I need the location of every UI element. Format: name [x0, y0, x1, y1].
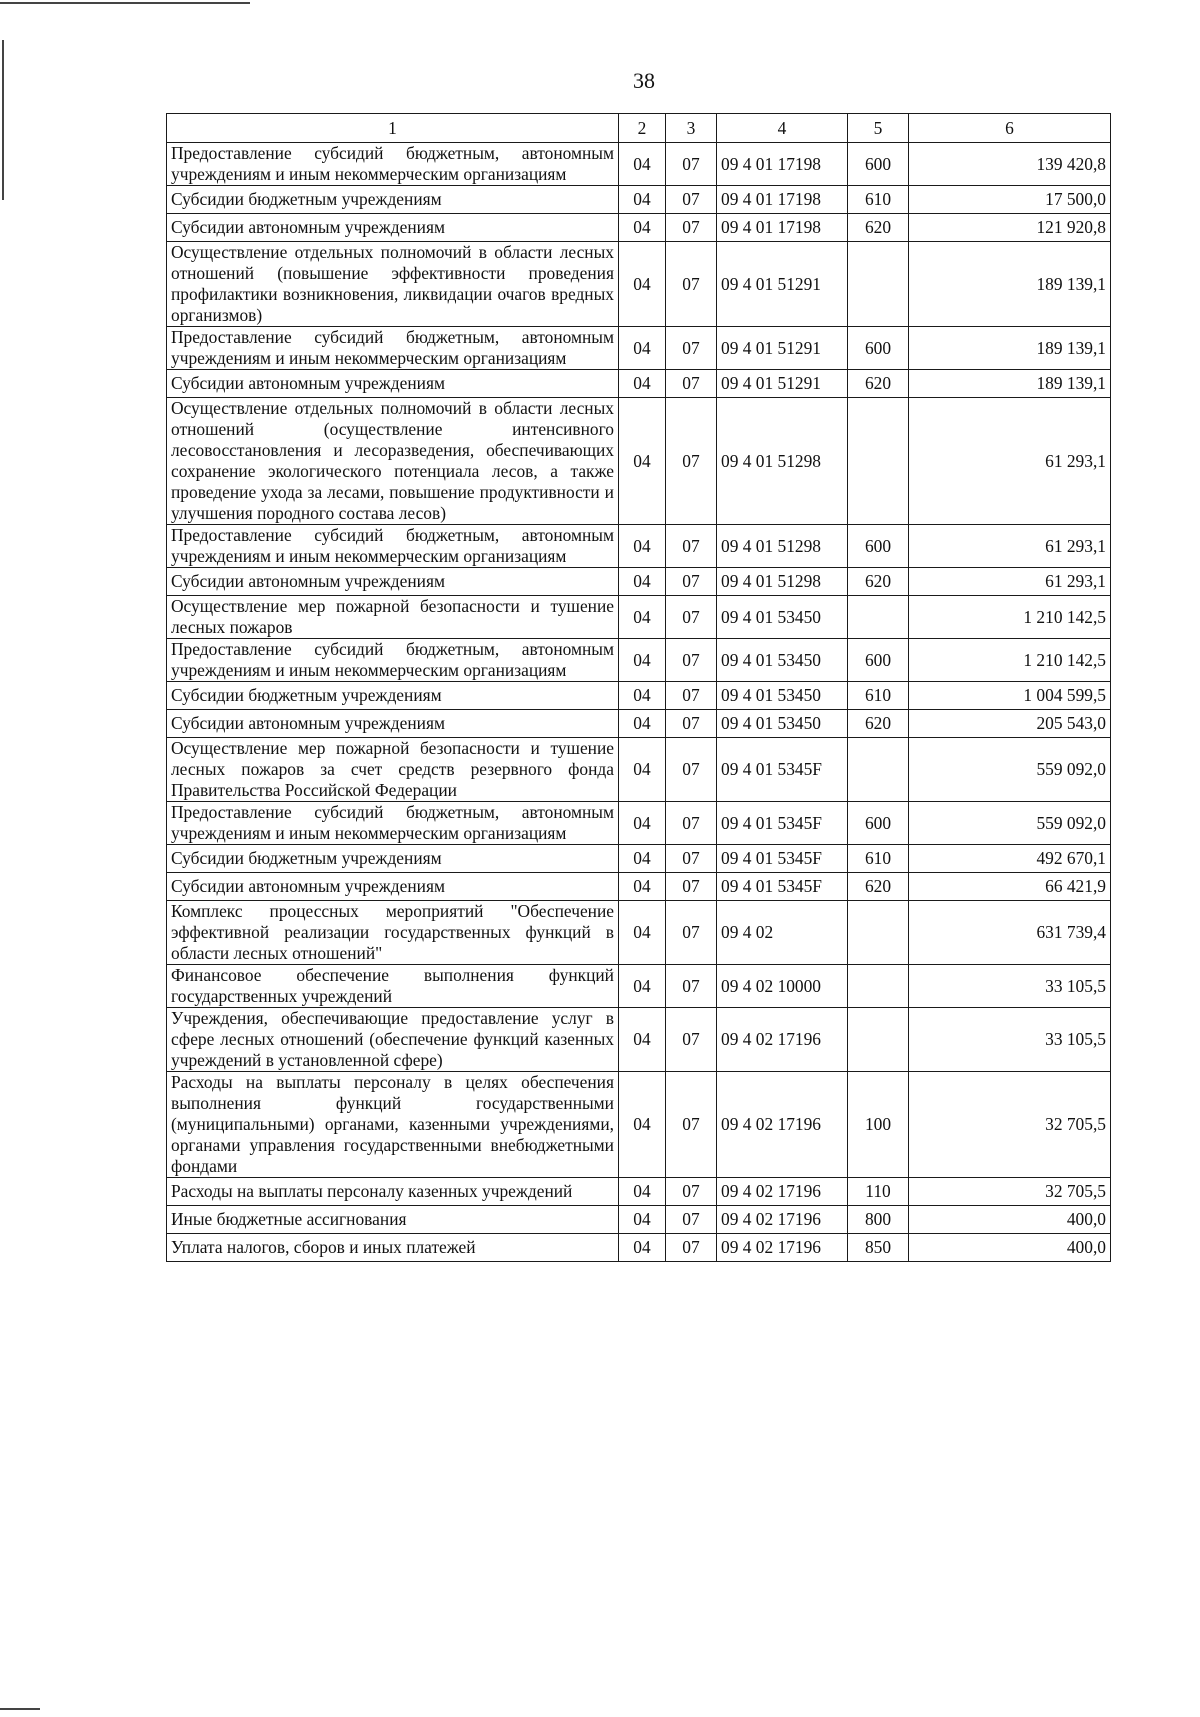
cell-name: Предоставление субсидий бюджетным, автономным учреждениям и иным некоммерческим организациям	[167, 802, 619, 845]
budget-table	[166, 113, 1111, 1262]
cell-amount: 61 293,1	[909, 568, 1111, 596]
cell-name: Осуществление отдельных полномочий в области лесных отношений (осуществление интенсивного лесовосстановления и лесоразведения, обеспечивающих сохранение экологического потенциала лесов, а также проведение ухода за лесами, повышение продуктивности и улучшения породного состава лесов)	[167, 398, 619, 525]
header-col-3: 3	[666, 114, 717, 143]
table-row	[167, 568, 1111, 596]
cell-subsection: 07	[666, 242, 717, 327]
cell-target-article: 09 4 01 5345F	[717, 802, 848, 845]
table-row	[167, 738, 1111, 802]
table-row	[167, 370, 1111, 398]
cell-amount: 400,0	[909, 1206, 1111, 1234]
cell-amount: 189 139,1	[909, 327, 1111, 370]
cell-section: 04	[619, 873, 666, 901]
cell-target-article: 09 4 02 10000	[717, 965, 848, 1008]
cell-expense-type: 600	[848, 525, 909, 568]
cell-target-article: 09 4 01 53450	[717, 639, 848, 682]
cell-expense-type: 600	[848, 327, 909, 370]
cell-target-article: 09 4 01 51298	[717, 568, 848, 596]
cell-expense-type: 620	[848, 370, 909, 398]
cell-name: Уплата налогов, сборов и иных платежей	[167, 1234, 619, 1262]
cell-target-article: 09 4 01 51291	[717, 327, 848, 370]
cell-subsection: 07	[666, 186, 717, 214]
cell-subsection: 07	[666, 596, 717, 639]
cell-target-article: 09 4 01 51291	[717, 370, 848, 398]
table-row	[167, 965, 1111, 1008]
cell-section: 04	[619, 802, 666, 845]
cell-name: Финансовое обеспечение выполнения функций государственных учреждений	[167, 965, 619, 1008]
cell-amount: 492 670,1	[909, 845, 1111, 873]
cell-subsection: 07	[666, 143, 717, 186]
cell-subsection: 07	[666, 802, 717, 845]
cell-target-article: 09 4 02 17196	[717, 1072, 848, 1178]
cell-subsection: 07	[666, 901, 717, 965]
cell-section: 04	[619, 1178, 666, 1206]
cell-expense-type: 620	[848, 873, 909, 901]
cell-target-article: 09 4 01 51291	[717, 242, 848, 327]
cell-expense-type: 610	[848, 186, 909, 214]
cell-amount: 400,0	[909, 1234, 1111, 1262]
table-row	[167, 639, 1111, 682]
header-col-5: 5	[848, 114, 909, 143]
cell-expense-type: 620	[848, 214, 909, 242]
cell-name: Субсидии автономным учреждениям	[167, 214, 619, 242]
cell-amount: 189 139,1	[909, 242, 1111, 327]
cell-amount: 139 420,8	[909, 143, 1111, 186]
cell-expense-type	[848, 242, 909, 327]
cell-target-article: 09 4 01 17198	[717, 143, 848, 186]
cell-expense-type: 610	[848, 682, 909, 710]
cell-section: 04	[619, 710, 666, 738]
table-row	[167, 710, 1111, 738]
cell-section: 04	[619, 901, 666, 965]
table-header-row	[167, 114, 1111, 143]
cell-amount: 205 543,0	[909, 710, 1111, 738]
table-row	[167, 802, 1111, 845]
cell-target-article: 09 4 01 5345F	[717, 738, 848, 802]
cell-amount: 17 500,0	[909, 186, 1111, 214]
cell-target-article: 09 4 02	[717, 901, 848, 965]
header-col-2: 2	[619, 114, 666, 143]
cell-subsection: 07	[666, 738, 717, 802]
cell-section: 04	[619, 370, 666, 398]
cell-section: 04	[619, 682, 666, 710]
table-row	[167, 901, 1111, 965]
cell-target-article: 09 4 01 53450	[717, 710, 848, 738]
cell-section: 04	[619, 965, 666, 1008]
cell-expense-type	[848, 738, 909, 802]
cell-target-article: 09 4 02 17196	[717, 1178, 848, 1206]
cell-section: 04	[619, 327, 666, 370]
table-row	[167, 596, 1111, 639]
cell-target-article: 09 4 02 17196	[717, 1206, 848, 1234]
cell-subsection: 07	[666, 873, 717, 901]
cell-name: Предоставление субсидий бюджетным, автономным учреждениям и иным некоммерческим организациям	[167, 143, 619, 186]
cell-amount: 121 920,8	[909, 214, 1111, 242]
cell-amount: 66 421,9	[909, 873, 1111, 901]
cell-section: 04	[619, 1234, 666, 1262]
cell-amount: 189 139,1	[909, 370, 1111, 398]
cell-name: Субсидии автономным учреждениям	[167, 710, 619, 738]
table-row	[167, 242, 1111, 327]
cell-name: Предоставление субсидий бюджетным, автономным учреждениям и иным некоммерческим организациям	[167, 639, 619, 682]
cell-subsection: 07	[666, 1206, 717, 1234]
cell-target-article: 09 4 01 17198	[717, 214, 848, 242]
scan-edge-line-bottom	[0, 1708, 40, 1710]
table-row	[167, 1234, 1111, 1262]
cell-subsection: 07	[666, 1008, 717, 1072]
table-row	[167, 873, 1111, 901]
cell-expense-type	[848, 398, 909, 525]
header-col-1: 1	[167, 114, 619, 143]
table-row	[167, 1072, 1111, 1178]
cell-name: Субсидии бюджетным учреждениям	[167, 682, 619, 710]
cell-section: 04	[619, 143, 666, 186]
cell-target-article: 09 4 01 53450	[717, 596, 848, 639]
cell-subsection: 07	[666, 965, 717, 1008]
cell-section: 04	[619, 845, 666, 873]
cell-name: Осуществление отдельных полномочий в области лесных отношений (повышение эффективности проведения профилактики возникновения, ликвидации очагов вредных организмов)	[167, 242, 619, 327]
cell-subsection: 07	[666, 398, 717, 525]
cell-name: Субсидии бюджетным учреждениям	[167, 186, 619, 214]
cell-expense-type: 620	[848, 568, 909, 596]
page-number: 38	[633, 68, 655, 93]
header-col-6: 6	[909, 114, 1111, 143]
header-col-4: 4	[717, 114, 848, 143]
cell-section: 04	[619, 214, 666, 242]
cell-name: Предоставление субсидий бюджетным, автономным учреждениям и иным некоммерческим организациям	[167, 525, 619, 568]
cell-amount: 61 293,1	[909, 398, 1111, 525]
table-row	[167, 1008, 1111, 1072]
cell-expense-type	[848, 596, 909, 639]
cell-section: 04	[619, 398, 666, 525]
cell-subsection: 07	[666, 1072, 717, 1178]
cell-subsection: 07	[666, 710, 717, 738]
cell-section: 04	[619, 1206, 666, 1234]
cell-amount: 1 210 142,5	[909, 596, 1111, 639]
cell-subsection: 07	[666, 1178, 717, 1206]
scan-edge-line-top	[0, 2, 250, 4]
table-row	[167, 1206, 1111, 1234]
cell-section: 04	[619, 186, 666, 214]
cell-expense-type: 620	[848, 710, 909, 738]
cell-expense-type	[848, 965, 909, 1008]
cell-name: Субсидии бюджетным учреждениям	[167, 845, 619, 873]
cell-section: 04	[619, 639, 666, 682]
cell-amount: 32 705,5	[909, 1178, 1111, 1206]
cell-expense-type: 800	[848, 1206, 909, 1234]
cell-expense-type: 110	[848, 1178, 909, 1206]
cell-section: 04	[619, 525, 666, 568]
cell-amount: 559 092,0	[909, 802, 1111, 845]
table-row	[167, 327, 1111, 370]
cell-amount: 61 293,1	[909, 525, 1111, 568]
cell-expense-type	[848, 1008, 909, 1072]
table-row	[167, 682, 1111, 710]
cell-section: 04	[619, 568, 666, 596]
cell-subsection: 07	[666, 639, 717, 682]
cell-target-article: 09 4 02 17196	[717, 1234, 848, 1262]
cell-subsection: 07	[666, 327, 717, 370]
cell-expense-type: 600	[848, 143, 909, 186]
cell-section: 04	[619, 1008, 666, 1072]
cell-amount: 631 739,4	[909, 901, 1111, 965]
table-row	[167, 186, 1111, 214]
cell-expense-type: 100	[848, 1072, 909, 1178]
cell-name: Учреждения, обеспечивающие предоставление услуг в сфере лесных отношений (обеспечение функций казенных учреждений в установленной сфере)	[167, 1008, 619, 1072]
cell-expense-type	[848, 901, 909, 965]
cell-name: Осуществление мер пожарной безопасности и тушение лесных пожаров	[167, 596, 619, 639]
cell-name: Осуществление мер пожарной безопасности и тушение лесных пожаров за счет средств резервного фонда Правительства Российской Федерации	[167, 738, 619, 802]
table-body	[167, 143, 1111, 1262]
cell-subsection: 07	[666, 682, 717, 710]
table-row	[167, 398, 1111, 525]
cell-expense-type: 600	[848, 639, 909, 682]
cell-name: Предоставление субсидий бюджетным, автономным учреждениям и иным некоммерческим организациям	[167, 327, 619, 370]
cell-amount: 1 004 599,5	[909, 682, 1111, 710]
cell-section: 04	[619, 738, 666, 802]
table-row	[167, 214, 1111, 242]
cell-target-article: 09 4 01 5345F	[717, 845, 848, 873]
cell-subsection: 07	[666, 214, 717, 242]
cell-subsection: 07	[666, 525, 717, 568]
cell-amount: 559 092,0	[909, 738, 1111, 802]
cell-expense-type: 600	[848, 802, 909, 845]
cell-subsection: 07	[666, 568, 717, 596]
cell-name: Субсидии автономным учреждениям	[167, 873, 619, 901]
cell-target-article: 09 4 02 17196	[717, 1008, 848, 1072]
cell-subsection: 07	[666, 1234, 717, 1262]
cell-name: Субсидии автономным учреждениям	[167, 370, 619, 398]
cell-amount: 33 105,5	[909, 965, 1111, 1008]
cell-expense-type: 850	[848, 1234, 909, 1262]
cell-amount: 33 105,5	[909, 1008, 1111, 1072]
cell-name: Субсидии автономным учреждениям	[167, 568, 619, 596]
cell-name: Комплекс процессных мероприятий "Обеспечение эффективной реализации государственных функций в области лесных отношений"	[167, 901, 619, 965]
cell-target-article: 09 4 01 17198	[717, 186, 848, 214]
cell-target-article: 09 4 01 51298	[717, 525, 848, 568]
cell-amount: 32 705,5	[909, 1072, 1111, 1178]
cell-section: 04	[619, 596, 666, 639]
cell-name: Расходы на выплаты персоналу казенных учреждений	[167, 1178, 619, 1206]
table-row	[167, 143, 1111, 186]
cell-section: 04	[619, 242, 666, 327]
cell-subsection: 07	[666, 845, 717, 873]
cell-target-article: 09 4 01 53450	[717, 682, 848, 710]
cell-expense-type: 610	[848, 845, 909, 873]
cell-target-article: 09 4 01 5345F	[717, 873, 848, 901]
table-row	[167, 845, 1111, 873]
cell-target-article: 09 4 01 51298	[717, 398, 848, 525]
cell-section: 04	[619, 1072, 666, 1178]
cell-subsection: 07	[666, 370, 717, 398]
scan-edge-line-left	[2, 40, 4, 200]
table-row	[167, 1178, 1111, 1206]
table-row	[167, 525, 1111, 568]
cell-name: Иные бюджетные ассигнования	[167, 1206, 619, 1234]
cell-name: Расходы на выплаты персоналу в целях обеспечения выполнения функций государственными (муниципальными) органами, казенными учреждениями, органами управления государственными внебюджетными фондами	[167, 1072, 619, 1178]
cell-amount: 1 210 142,5	[909, 639, 1111, 682]
